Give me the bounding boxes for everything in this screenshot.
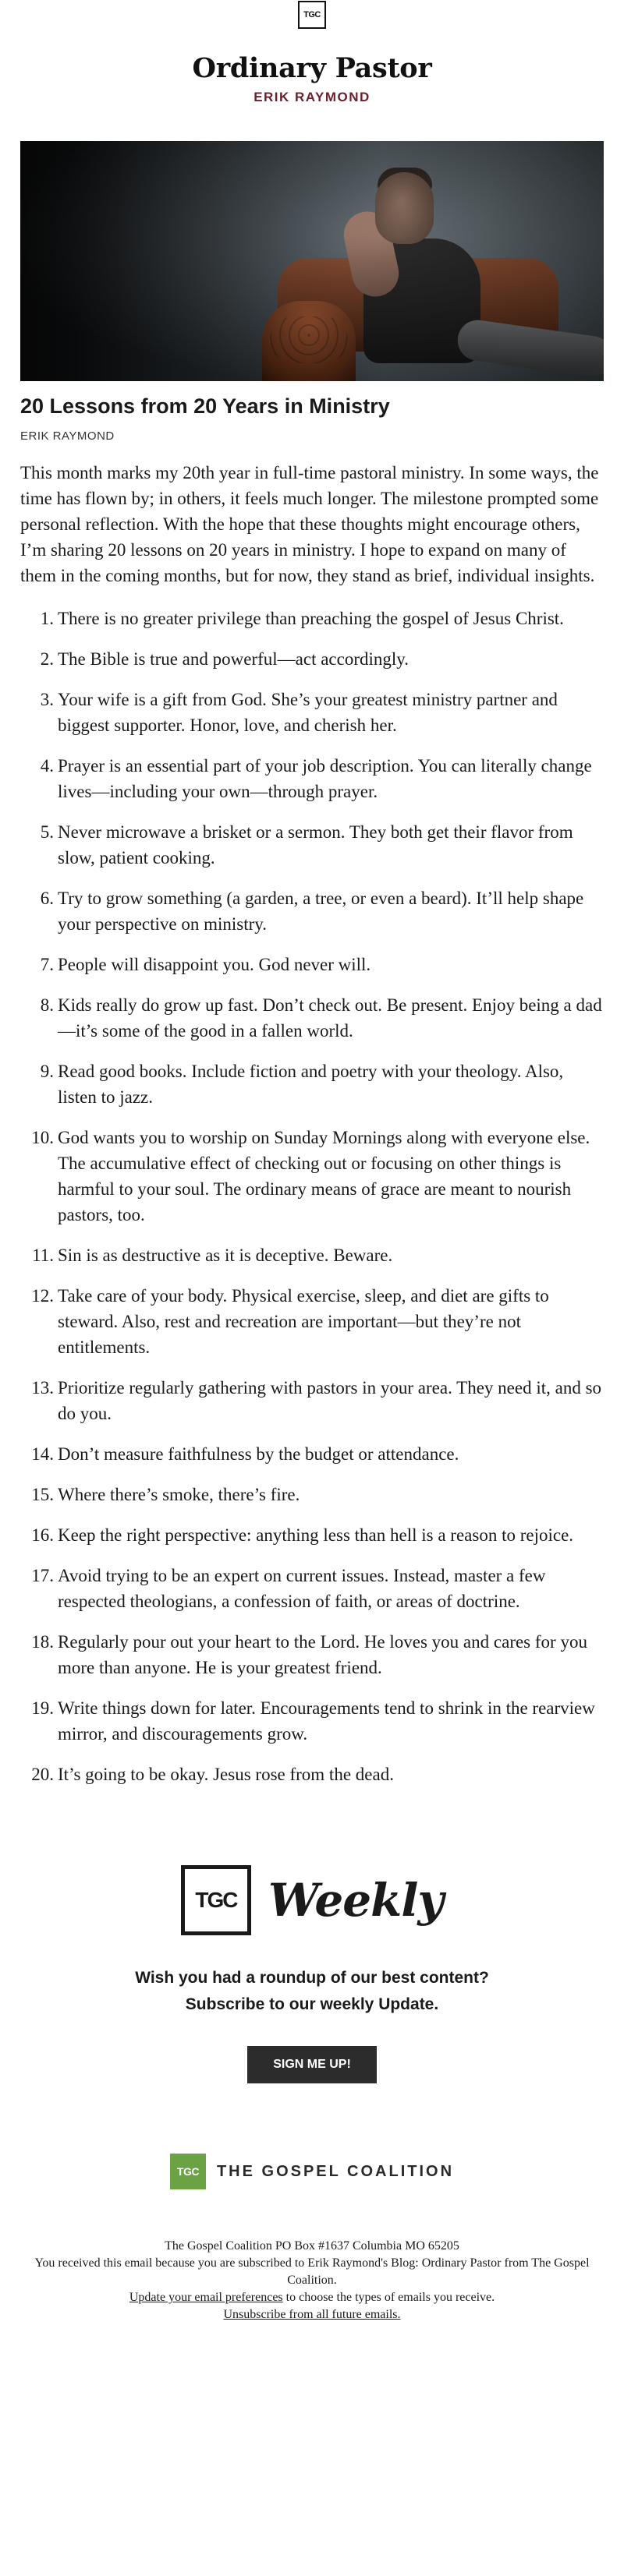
org-logo[interactable] <box>0 2154 624 2189</box>
weekly-wordmark: Weekly <box>268 1874 444 1928</box>
lesson-number: 20. <box>31 1765 54 1785</box>
lesson-number: 19. <box>31 1698 54 1719</box>
lesson-number: 2. <box>40 649 54 670</box>
cta-wrapper <box>0 2046 624 2083</box>
lesson-number: 13. <box>31 1378 54 1398</box>
lesson-item <box>20 1283 604 1360</box>
lesson-item <box>20 1563 604 1614</box>
lesson-text: Write things down for later. Encouragements tend to shrink in the rearview mirror, and discouragements grow. <box>58 1698 595 1744</box>
lesson-item <box>20 646 604 672</box>
lesson-item <box>20 992 604 1044</box>
footer-address: The Gospel Coalition PO Box #1637 Columbia MO 65205 <box>165 2239 459 2253</box>
lesson-number: 9. <box>40 1062 54 1082</box>
lesson-item <box>20 1482 604 1507</box>
lesson-item <box>20 753 604 804</box>
lesson-item <box>20 1522 604 1548</box>
lesson-number: 15. <box>31 1485 54 1505</box>
lesson-item <box>20 885 604 937</box>
hero-image[interactable] <box>20 141 604 381</box>
lesson-number: 6. <box>40 889 54 909</box>
lesson-number: 18. <box>31 1632 54 1652</box>
lesson-text: Try to grow something (a garden, a tree, or even a beard). It’ll help shape your perspective on ministry. <box>58 889 584 935</box>
lessons-list <box>20 606 604 1787</box>
lesson-number: 5. <box>40 822 54 843</box>
tgc-mark-icon: TGC <box>170 2154 206 2189</box>
lesson-text: Read good books. Include fiction and poetry with your theology. Also, listen to jazz. <box>58 1062 564 1108</box>
lesson-number: 1. <box>40 609 54 629</box>
post-intro: This month marks my 20th year in full-time pastoral ministry. In some ways, the time has flown by; in others, it feels much longer. The milestone prompted some personal reflection. With the hope that these thoughts might encourage others, I’m sharing 20 lessons on 20 years in ministry. I hope to expand on many of them in the coming months, but for now, they stand as brief, individual insights. <box>20 463 599 586</box>
post-author: ERIK RAYMOND <box>20 429 115 443</box>
footer-reason: You received this email because you are subscribed to Erik Raymond's Blog: Ordinary Pastor from The Gospel Coalition. <box>34 2256 590 2288</box>
lesson-item <box>20 1695 604 1747</box>
blog-author: ERIK RAYMOND <box>254 90 370 104</box>
lesson-item <box>20 1762 604 1787</box>
lesson-text: There is no greater privilege than preaching the gospel of Jesus Christ. <box>58 609 564 629</box>
promo-line-2: Subscribe to our weekly Update. <box>185 1995 439 2014</box>
unsubscribe-link[interactable]: Unsubscribe from all future emails. <box>223 2308 401 2322</box>
lesson-text: Prayer is an essential part of your job description. You can literally change lives—including your own—through prayer. <box>58 756 592 802</box>
lesson-text: It’s going to be okay. Jesus rose from the dead. <box>58 1765 394 1785</box>
lesson-number: 7. <box>40 955 54 975</box>
lesson-text: Keep the right perspective: anything less than hell is a reason to rejoice. <box>58 1525 574 1546</box>
tgc-weekly-logo: TGC <box>181 1865 251 1935</box>
lesson-text: Never microwave a brisket or a sermon. They both get their flavor from slow, patient cooking. <box>58 822 573 868</box>
lesson-item <box>20 1629 604 1680</box>
lesson-text: Take care of your body. Physical exercise, sleep, and diet are gifts to steward. Also, rest and recreation are important—but they’re not entitlements. <box>58 1286 549 1358</box>
lesson-item <box>20 1441 604 1467</box>
lesson-number: 4. <box>40 756 54 776</box>
lesson-item <box>20 1242 604 1268</box>
preferences-text: to choose the types of emails you receive. <box>282 2291 495 2305</box>
lesson-text: Avoid trying to be an expert on current issues. Instead, master a few respected theologians, a confession of faith, or areas of doctrine. <box>58 1566 546 1612</box>
blog-title: Ordinary Pastor <box>192 52 432 84</box>
footer-unsubscribe <box>23 2306 601 2323</box>
lesson-number: 17. <box>31 1566 54 1586</box>
lesson-number: 12. <box>31 1286 54 1306</box>
lesson-number: 10. <box>31 1128 54 1148</box>
lesson-item <box>20 1375 604 1426</box>
lesson-text: Kids really do grow up fast. Don’t check out. Be present. Enjoy being a dad—it’s some of the good in a fallen world. <box>58 995 602 1041</box>
weekly-promo <box>0 1965 624 2018</box>
lesson-text: Prioritize regularly gathering with pastors in your area. They need it, and so do you. <box>58 1378 602 1424</box>
lesson-number: 11. <box>32 1246 54 1266</box>
lesson-text: Your wife is a gift from God. She’s your greatest ministry partner and biggest supporter. Honor, love, and cherish her. <box>58 690 558 736</box>
email-footer <box>0 2238 624 2339</box>
lesson-number: 8. <box>40 995 54 1016</box>
lesson-text: Regularly pour out your heart to the Lord. He loves you and cares for you more than anyone. He is your greatest friend. <box>58 1632 587 1678</box>
email-preferences-link[interactable]: Update your email preferences <box>129 2291 283 2305</box>
org-name: THE GOSPEL COALITION <box>216 2162 455 2180</box>
lesson-text: People will disappoint you. God never will. <box>58 955 371 975</box>
promo-line-1: Wish you had a roundup of our best content? <box>135 1969 489 1988</box>
lesson-number: 14. <box>31 1444 54 1465</box>
lesson-item <box>20 606 604 631</box>
sign-me-up-button[interactable]: SIGN ME UP! <box>247 2046 377 2083</box>
lesson-item <box>20 1125 604 1228</box>
lesson-text: Sin is as destructive as it is deceptive. Beware. <box>58 1246 393 1266</box>
lesson-text: The Bible is true and powerful—act accordingly. <box>58 649 410 670</box>
lesson-item <box>20 819 604 871</box>
lesson-number: 16. <box>31 1525 54 1546</box>
lesson-item <box>20 1058 604 1110</box>
lesson-item <box>20 687 604 738</box>
lesson-text: God wants you to worship on Sunday Mornings along with everyone else. The accumulative effect of checking out or focusing on other things is harmful to your soul. The ordinary means of grace are meant to nourish pastors, too. <box>58 1128 590 1225</box>
lesson-text: Where there’s smoke, there’s fire. <box>58 1485 300 1505</box>
footer-preferences <box>23 2289 601 2306</box>
lesson-text: Don’t measure faithfulness by the budget or attendance. <box>58 1444 459 1465</box>
weekly-banner <box>0 1865 624 1935</box>
header-logo-row <box>0 0 624 31</box>
lesson-item <box>20 952 604 977</box>
lesson-number: 3. <box>40 690 54 710</box>
tgc-logo[interactable]: TGC <box>298 1 326 29</box>
post-title[interactable]: 20 Lessons from 20 Years in Ministry <box>20 394 390 418</box>
